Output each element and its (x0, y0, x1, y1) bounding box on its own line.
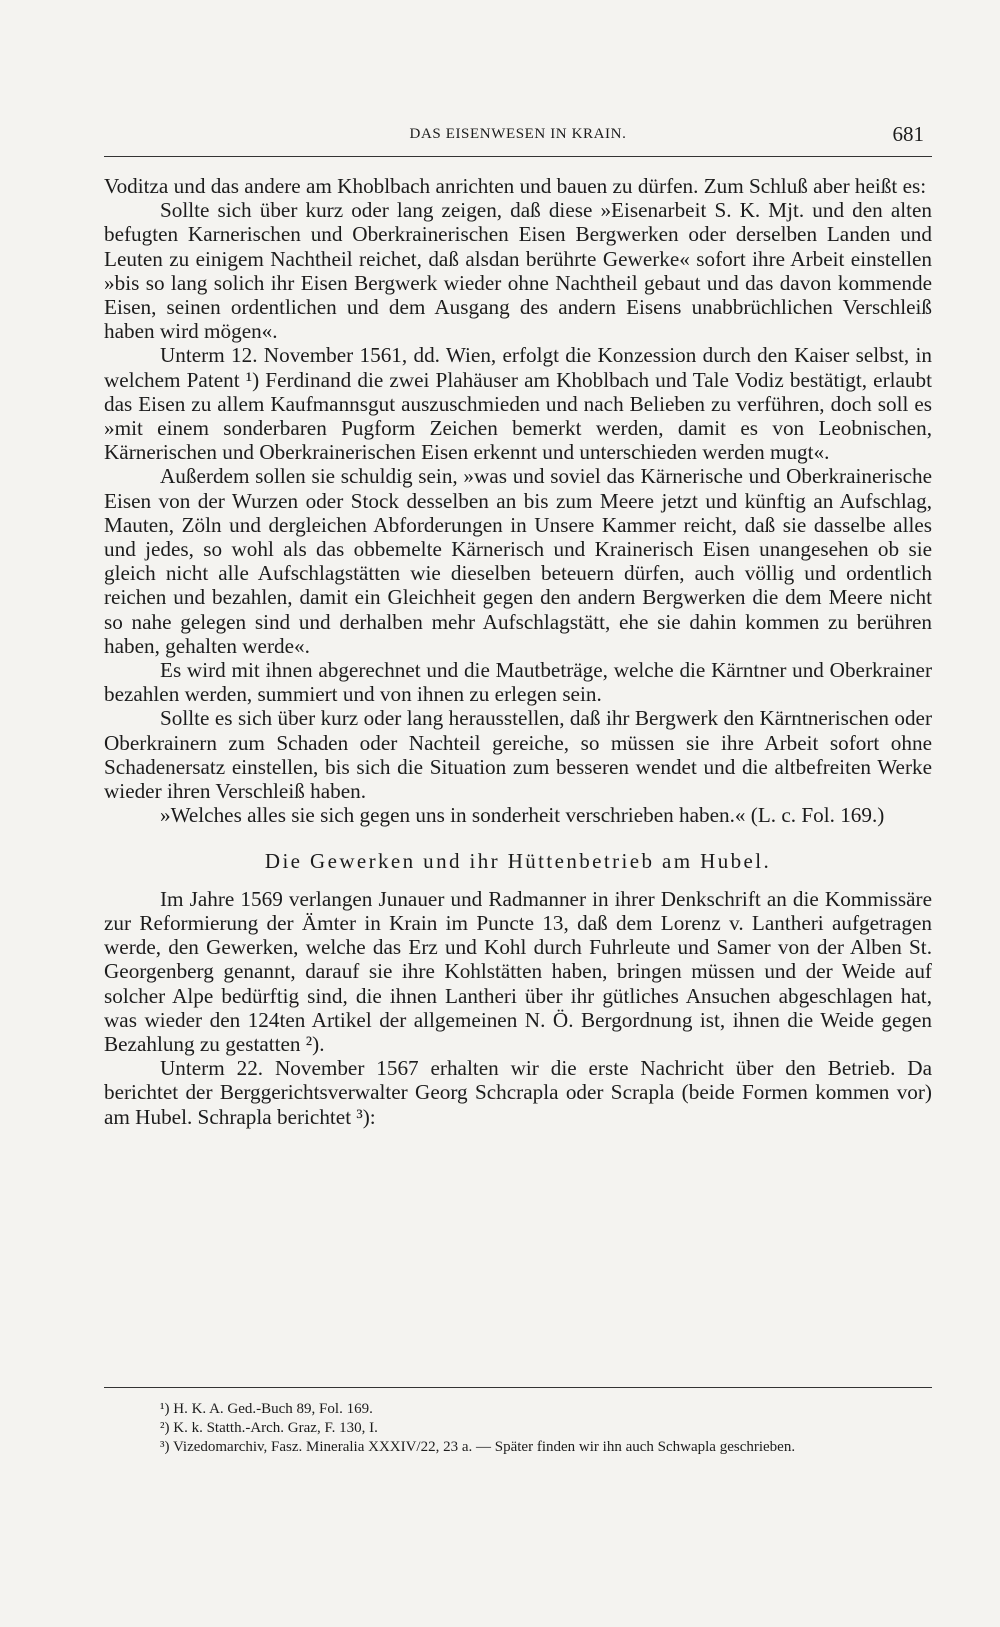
section-heading: Die Gewerken und ihr Hüttenbetrieb am Hubel. (264, 849, 772, 874)
footnote: ²) K. k. Statth.-Arch. Graz, F. 130, I. (160, 1420, 378, 1436)
footnote: ³) Vizedomarchiv, Fasz. Mineralia XXXIV/22, 23 a. — Später finden wir ihn auch Schwapla geschrieben. (160, 1439, 796, 1455)
paragraph: Unterm 12. November 1561, dd. Wien, erfolgt die Konzession durch den Kaiser selbst, in welchem Patent ¹) Ferdinand die zwei Plahäuser am Khoblbach und Tale Vodiz bestätigt, erlaubt das Eisen zu allem Kaufmannsgut auszuschmieden und nach Belieben zu verführen, doch soll es »mit einem sonderbaren Pugform Zeichen bemerkt werden, damit es von Leobnischen, Kärnerischen und Oberkrainerischen Eisen erkennt und unterschieden werden mugt«. (104, 343, 932, 465)
paragraph: Sollte sich über kurz oder lang zeigen, daß diese »Eisenarbeit S. K. Mjt. und den alten befugten Karnerischen und Oberkrainerischen Eisen Bergwerken oder derselben Landen und Leuten zu einigem Nachtheil reichet, daß alsdan berührte Gewerke« sofort ihre Arbeit einstellen »bis so lang solich ihr Eisen Bergwerk wieder ohne Nachtheil gebaut und das davon kommende Eisen, seinen ordentlichen und dem Ausgang des andern Eisens unabbrüchlichen Verschleiß haben wird mögen«. (104, 198, 932, 344)
paragraph: Im Jahre 1569 verlangen Junauer und Radmanner in ihrer Denkschrift an die Kommissäre zur Reformierung der Ämter in Krain im Puncte 13, daß dem Lorenz v. Lantheri aufgetragen werde, den Gewerken, welche das Erz und Kohl durch Fuhrleute und Samer von der Alben St. Georgenberg genannt, darauf sie ihre Kohlstätten haben, bringen müssen und der Weide auf solcher Alpe bedürftig sind, die ihnen Lantheri über ihr gütliches Ansuchen abgeschlagen hat, was wieder den 124ten Artikel der allgemeinen N. Ö. Bergordnung ist, ihnen die Weide gegen Bezahlung zu gestatten ²). (104, 886, 932, 1056)
page-header (104, 120, 932, 157)
page-number: 681 (892, 122, 924, 146)
paragraph: Unterm 22. November 1567 erhalten wir die erste Nachricht über den Betrieb. Da berichtet der Berggerichtsverwalter Georg Schcrapla oder Scrapla (beide Formen kommen vor) am Hubel. Schrapla berichtet ³): (104, 1056, 932, 1129)
paragraph: Es wird mit ihnen abgerechnet und die Mautbeträge, welche die Kärntner und Oberkrainer bezahlen werden, summiert und von ihnen zu erlegen sein. (104, 658, 932, 707)
paragraph: Sollte es sich über kurz oder lang herausstellen, daß ihr Bergwerk den Kärntnerischen oder Oberkrainern zum Schaden oder Nachteil gereiche, so müssen sie ihre Arbeit sofort ohne Schadenersatz einstellen, bis sich die Situation zum besseren wendet und die altbefreiten Werke wieder ihren Verschleiß haben. (104, 706, 932, 804)
running-title: DAS EISENWESEN IN KRAIN. (409, 126, 627, 142)
body-text (104, 174, 932, 1129)
footnotes (104, 1387, 932, 1457)
footnote: ¹) H. K. A. Ged.-Buch 89, Fol. 169. (160, 1401, 373, 1417)
paragraph: Außerdem sollen sie schuldig sein, »was und soviel das Kärnerische und Oberkrainerische Eisen von der Wurzen oder Stock desselben an bis zum Meere jetzt und künftig an Aufschlag, Mauten, Zöln und dergleichen Abforderungen in Unsere Kammer reicht, daß sie dasselbe alles und jedes, so wohl als das obbemelte Kärnerisch und Krainerisch Eisen unangesehen ob sie gleich nicht alle Aufschlagstätten wie dieselben beteuern dürfen, auch völlig und ordentlich reichen und bezahlen, damit ein Gleichheit gegen den andern Bergwerken die dem Meere nicht so nahe gelegen sind und derhalben mehr Aufschlagstätt, ehe sie dahin kommen zu berühren haben, gehalten werde«. (104, 464, 932, 658)
paragraph: Voditza und das andere am Khoblbach anrichten und bauen zu dürfen. Zum Schluß aber heißt es: (104, 174, 927, 198)
paragraph: »Welches alles sie sich gegen uns in sonderheit verschrieben haben.« (L. c. Fol. 169.) (160, 803, 885, 828)
